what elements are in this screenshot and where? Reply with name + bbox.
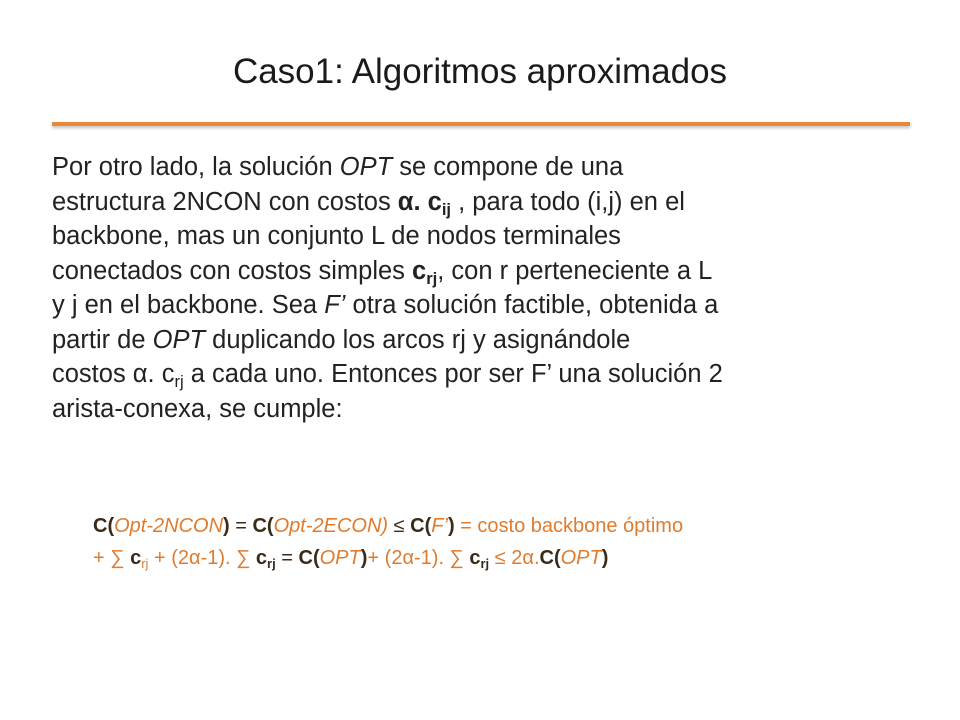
subscript-rj: rj <box>426 268 438 288</box>
text-segment: partir de <box>52 325 153 354</box>
formula-line-2 <box>93 542 913 574</box>
formula-token: ) <box>360 547 368 569</box>
formula-token: ≤ 2α. <box>489 547 540 569</box>
f-prime-term: F’ <box>324 291 346 319</box>
subscript-rj: rj <box>141 555 149 571</box>
formula-token: = costo backbone óptimo <box>454 515 684 537</box>
text-segment: duplicando los arcos rj y asignándole <box>205 325 631 354</box>
text-segment: costos α. c <box>52 360 175 388</box>
formula-token: C( <box>298 547 320 569</box>
formula-token: C( <box>410 515 432 537</box>
formula-token: F’ <box>431 515 448 537</box>
text-segment: , con r perteneciente a L <box>437 256 713 285</box>
formula-token: + ∑ <box>93 547 131 569</box>
subscript-rj: rj <box>267 555 276 571</box>
text-segment: Por otro lado, la solución <box>52 153 340 181</box>
formula-token: ) <box>223 515 230 537</box>
formula-token: c <box>469 547 481 569</box>
formula-token: Opt-2NCON <box>114 515 224 537</box>
text-segment: otra solución factible, obtenida a <box>345 291 719 319</box>
cost-term: c <box>412 256 427 285</box>
paragraph-line-2 <box>52 185 914 220</box>
text-segment: arista-conexa, se cumple: <box>52 394 343 423</box>
formula-token: + (2α-1). ∑ <box>367 547 470 569</box>
formula-token: ≤ <box>388 515 411 537</box>
text-segment: conectados con costos simples <box>52 256 413 285</box>
text-segment: se compone de una <box>392 153 624 181</box>
opt-term: OPT <box>339 153 393 181</box>
text-segment: a cada uno. Entonces por ser F’ una solución 2 <box>183 360 723 388</box>
paragraph-line-7 <box>52 357 914 392</box>
formula-block <box>93 510 913 574</box>
paragraph-line-5 <box>52 288 914 323</box>
opt-term: OPT <box>152 325 206 354</box>
formula-token: OPT <box>319 547 361 569</box>
text-segment: , para todo (i,j) en el <box>451 187 685 216</box>
title-divider <box>52 122 910 126</box>
formula-token: OPT <box>560 547 602 569</box>
subscript-ij: ij <box>441 199 452 219</box>
subscript-rj: rj <box>174 371 184 391</box>
paragraph-line-6 <box>52 323 914 358</box>
paragraph-line-1 <box>52 150 914 185</box>
subscript-rj: rj <box>480 555 490 571</box>
formula-token: ) <box>601 547 609 569</box>
alpha-cost-term: α. c <box>397 187 442 216</box>
formula-token: + (2α-1). ∑ <box>148 547 256 569</box>
formula-token: = <box>229 515 253 537</box>
formula-token: = <box>275 547 299 569</box>
formula-line-1 <box>93 510 913 542</box>
formula-token: C( <box>252 515 274 537</box>
paragraph-line-3 <box>52 219 914 254</box>
text-segment: estructura 2NCON con costos <box>52 187 398 216</box>
formula-token: ) <box>447 515 455 537</box>
paragraph-line-4 <box>52 254 914 289</box>
body-paragraph <box>52 150 914 426</box>
text-segment: backbone, mas un conjunto L de nodos terminales <box>52 222 621 250</box>
formula-token: C( <box>539 547 561 569</box>
formula-token: c <box>130 547 142 569</box>
formula-token: C( <box>93 515 115 537</box>
formula-token: Opt-2ECON) <box>273 515 389 537</box>
text-segment: y j en el backbone. Sea <box>52 291 325 319</box>
formula-token: c <box>255 547 268 569</box>
slide-title: Caso1: Algoritmos aproximados <box>232 52 728 91</box>
paragraph-line-8 <box>52 392 914 427</box>
